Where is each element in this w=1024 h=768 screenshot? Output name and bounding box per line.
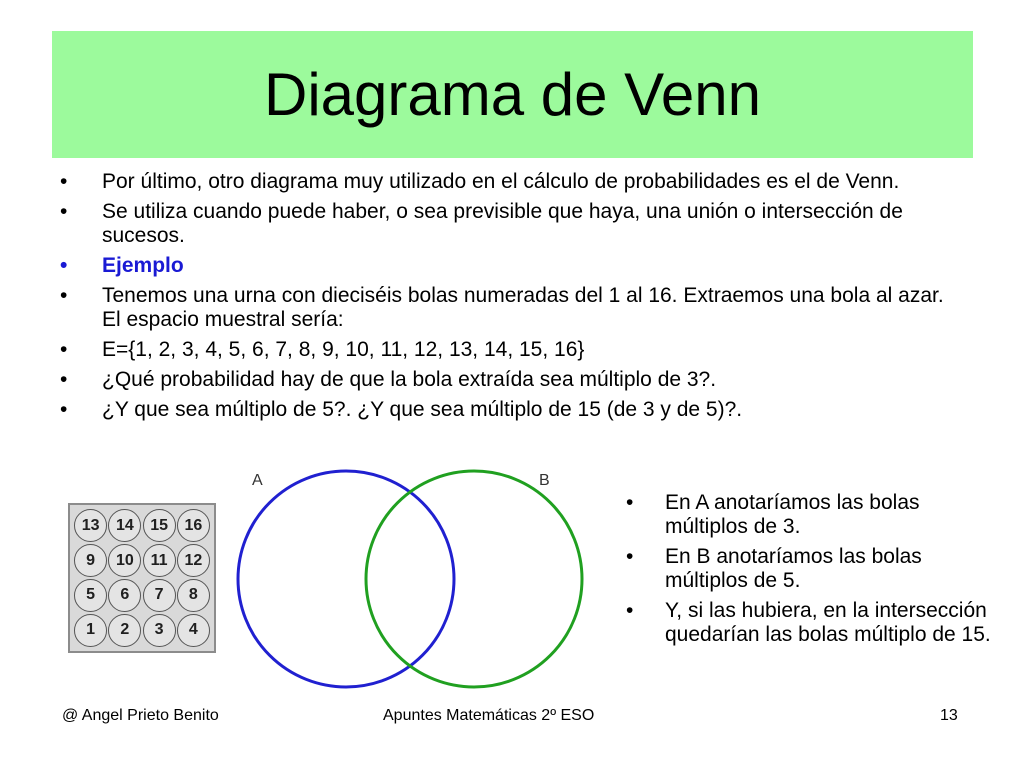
bullet-item [60,200,960,248]
title-banner [52,31,973,158]
bullet-dot-icon: • [626,599,634,622]
ball: 16 [177,509,210,542]
bullet-dot-icon: • [60,338,68,361]
ball: 8 [177,579,210,612]
bullet-item-example [60,254,960,278]
bullet-text: Ejemplo [102,254,184,277]
ball: 11 [143,544,176,577]
ball: 5 [74,579,107,612]
bullet-item [60,398,960,422]
side-bullet-item [620,599,1000,647]
bullet-item [60,170,960,194]
ball: 4 [177,614,210,647]
bullet-item [60,284,960,332]
ball: 7 [143,579,176,612]
ball: 1 [74,614,107,647]
venn-label-b: B [539,472,550,489]
ball: 9 [74,544,107,577]
ball: 3 [143,614,176,647]
ball: 15 [143,509,176,542]
footer-author: @ Angel Prieto Benito [62,707,219,724]
bullet-text: Se utiliza cuando puede haber, o sea previsible que haya, una unión o intersección de sucesos. [102,200,903,247]
venn-circle-b [366,471,582,687]
ball: 10 [108,544,141,577]
side-bullet-item [620,491,1000,539]
venn-svg [230,462,600,694]
bullet-text: ¿Y que sea múltiplo de 5?. ¿Y que sea múltiplo de 15 (de 3 y de 5)?. [102,398,743,421]
bullet-text: E={1, 2, 3, 4, 5, 6, 7, 8, 9, 10, 11, 12, 13, 14, 15, 16} [102,338,585,361]
footer-page-number: 13 [940,707,958,724]
bullet-item [60,368,960,392]
bullet-text: En A anotaríamos las bolas múltiplos de 3. [665,491,920,538]
venn-circle-a [238,471,454,687]
ball: 6 [108,579,141,612]
ball: 14 [108,509,141,542]
bullet-item [60,338,960,362]
venn-label-a: A [252,472,263,489]
bullet-dot-icon: • [60,368,68,391]
bullet-dot-icon: • [60,254,68,277]
ball: 12 [177,544,210,577]
bullet-dot-icon: • [60,170,68,193]
bullet-text: Por último, otro diagrama muy utilizado en el cálculo de probabilidades es el de Venn. [102,170,900,193]
side-bullet-list [620,491,1000,653]
bullet-text: ¿Qué probabilidad hay de que la bola extraída sea múltiplo de 3?. [102,368,717,391]
bullet-dot-icon: • [60,284,68,307]
bullet-dot-icon: • [626,491,634,514]
ball: 2 [108,614,141,647]
venn-diagram [230,462,600,694]
bullet-dot-icon: • [60,200,68,223]
slide-title: Diagrama de Venn [264,60,761,128]
ball: 13 [74,509,107,542]
main-bullet-list [60,170,960,428]
bullet-dot-icon: • [626,545,634,568]
urn-ball-grid [68,503,216,653]
bullet-text: En B anotaríamos las bolas múltiplos de 5. [665,545,922,592]
bullet-text: Y, si las hubiera, en la intersección quedarían las bolas múltiplo de 15. [665,599,991,646]
side-bullet-item [620,545,1000,593]
footer-course: Apuntes Matemáticas 2º ESO [383,707,595,724]
bullet-dot-icon: • [60,398,68,421]
bullet-text: Tenemos una urna con dieciséis bolas numeradas del 1 al 16. Extraemos una bola al azar. El espacio muestral sería: [102,284,944,331]
